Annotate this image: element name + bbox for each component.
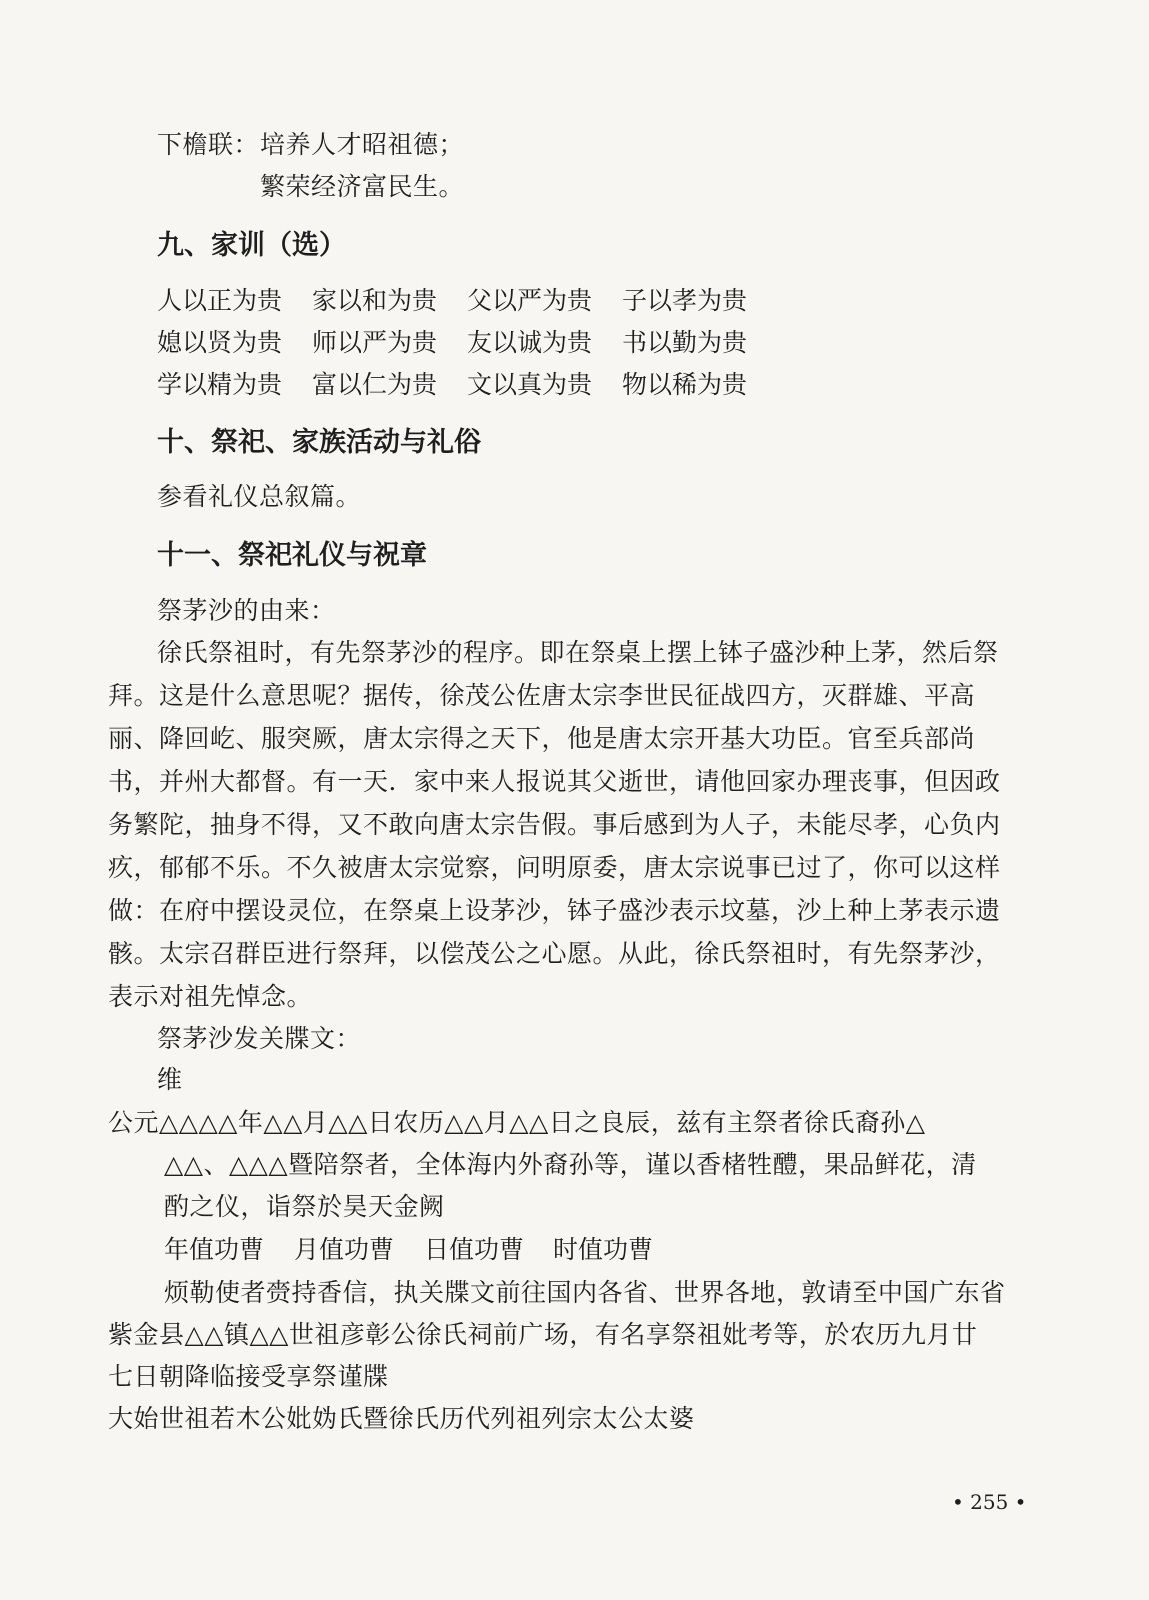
paragraph-line: 疚，郁郁不乐。不久被唐太宗觉察，问明原委，唐太宗说事已过了，你可以这样 bbox=[108, 853, 1001, 882]
request-line: 七日朝降临接受享祭谨牒 bbox=[108, 1362, 389, 1391]
motto-cell: 文以真为贵 bbox=[467, 370, 593, 399]
couplet-line-2: 繁荣经济富民生。 bbox=[260, 172, 465, 201]
couplet-line-1: 培养人才昭祖德； bbox=[260, 130, 465, 159]
paragraph-line: 骸。太宗召群臣进行祭拜，以偿茂公之心愿。从此，徐氏祭祖时，有先祭茅沙， bbox=[108, 939, 1001, 968]
dispatch-label: 祭茅沙发关牒文： bbox=[157, 1024, 362, 1053]
paragraph-line: 徐氏祭祖时，有先祭茅沙的程序。即在祭桌上摆上钵子盛沙种上茅，然后祭 bbox=[157, 638, 999, 667]
paragraph-line: 丽、降回屹、服突厥，唐太宗得之天下，他是唐太宗开基大功臣。官至兵部尚 bbox=[108, 724, 976, 753]
motto-cell: 书以勤为贵 bbox=[622, 328, 748, 357]
request-line: 烦勒使者赍持香信，执关牒文前往国内各省、世界各地，敦请至中国广东省 bbox=[164, 1278, 1006, 1307]
paragraph-line: 务繁陀，抽身不得，又不敢向唐太宗告假。事后感到为人子，未能尽孝，心负内 bbox=[108, 810, 1001, 839]
motto-cell: 师以严为贵 bbox=[312, 328, 438, 357]
invocation-line: 酌之仪，诣祭於昊天金阙 bbox=[164, 1192, 445, 1221]
request-line: 紫金县△△镇△△世祖彦彰公徐氏祠前广场，有名享祭祖妣考等，於农历九月廿 bbox=[108, 1320, 978, 1349]
couplet-label: 下檐联： bbox=[157, 130, 260, 159]
motto-cell: 富以仁为贵 bbox=[312, 370, 438, 399]
section-10-heading: 十、祭祀、家族活动与礼俗 bbox=[157, 427, 481, 458]
paragraph-line: 做：在府中摆设灵位，在祭桌上设茅沙，钵子盛沙表示坟墓，沙上种上茅表示遗 bbox=[108, 896, 1001, 925]
section-11-heading: 十一、祭祀礼仪与祝章 bbox=[157, 540, 427, 571]
motto-cell: 友以诚为贵 bbox=[467, 328, 593, 357]
section-10-text: 参看礼仪总叙篇。 bbox=[157, 482, 362, 511]
origin-label: 祭茅沙的由来： bbox=[157, 596, 336, 625]
motto-cell: 子以孝为贵 bbox=[622, 286, 748, 315]
page-number: • 255 • bbox=[952, 1490, 1027, 1514]
motto-cell: 人以正为贵 bbox=[157, 286, 283, 315]
officer-item: 时值功曹 bbox=[553, 1235, 654, 1264]
officer-item: 月值功曹 bbox=[294, 1235, 395, 1264]
motto-cell: 媳以贤为贵 bbox=[157, 328, 283, 357]
motto-cell: 物以稀为贵 bbox=[622, 370, 748, 399]
motto-cell: 学以精为贵 bbox=[157, 370, 283, 399]
motto-cell: 父以严为贵 bbox=[467, 286, 593, 315]
paragraph-line: 表示对祖先悼念。 bbox=[108, 982, 313, 1011]
invocation-line: 公元△△△△年△△月△△日农历△△月△△日之良辰，兹有主祭者徐氏裔孙△ bbox=[108, 1108, 926, 1137]
paragraph-line: 拜。这是什么意思呢？据传，徐茂公佐唐太宗李世民征战四方，灭群雄、平高 bbox=[108, 681, 976, 710]
section-9-heading: 九、家训（选） bbox=[157, 230, 346, 261]
request-line: 大始世祖若木公妣妫氏暨徐氏历代列祖列宗太公太婆 bbox=[108, 1404, 695, 1433]
motto-cell: 家以和为贵 bbox=[312, 286, 438, 315]
officer-item: 年值功曹 bbox=[164, 1235, 265, 1264]
invocation-line: △△、△△△暨陪祭者，全体海内外裔孙等，谨以香楮牲醴，果品鲜花，清 bbox=[164, 1150, 977, 1179]
paragraph-line: 书，并州大都督。有一天．家中来人报说其父逝世，请他回家办理丧事，但因政 bbox=[108, 767, 1001, 796]
officer-item: 日值功曹 bbox=[424, 1235, 525, 1264]
wei-character: 维 bbox=[157, 1065, 183, 1094]
